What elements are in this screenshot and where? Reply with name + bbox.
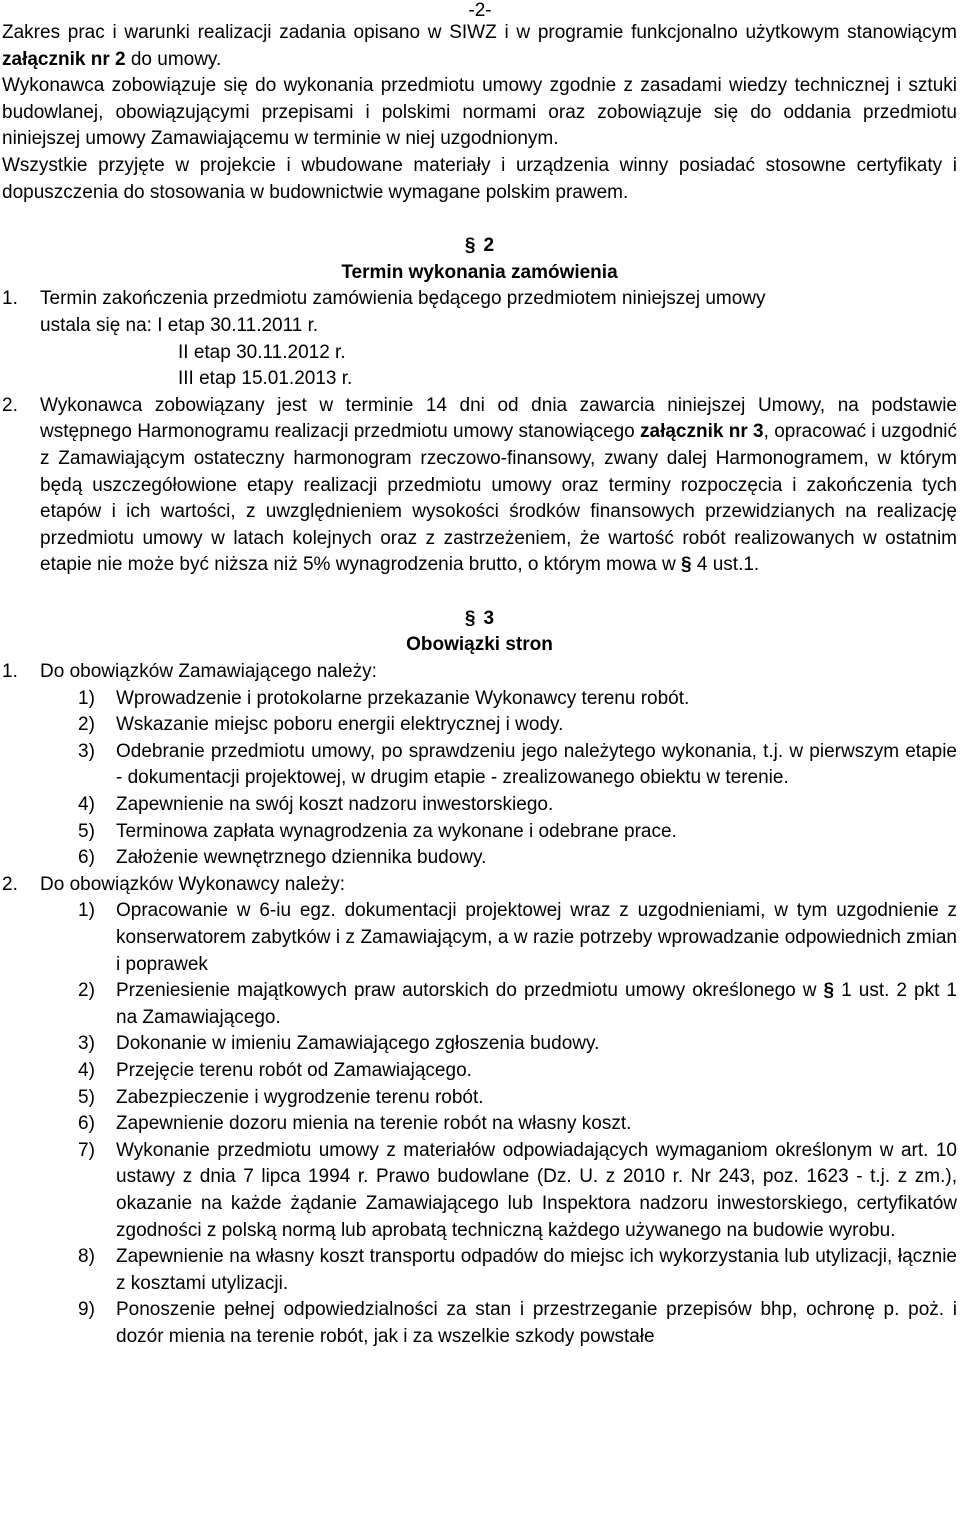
section-symbol: § — [823, 980, 835, 1002]
list-item-text: Wprowadzenie i protokolarne przekazanie Wykonawcy terenu robót. — [116, 687, 690, 709]
section-2-item-1 — [2, 286, 957, 313]
list-item — [2, 1138, 957, 1244]
section-3-part-1 — [2, 659, 957, 686]
item2-text-a: Wykonawca zobowiązany jest w terminie 14 dni od dnia zawarcia niniejszej Umowy, na podstawie wstępnego Harmonogramu realizacji przedmiotu umowy stanowiącego — [40, 394, 957, 443]
section-3-part-2 — [2, 872, 957, 899]
list-item-number: 6) — [78, 1113, 95, 1135]
part-1-list — [2, 686, 957, 872]
intro-paragraph-2: Wykonawca zobowiązuje się do wykonania przedmiotu umowy zgodnie z zasadami wiedzy technicznej i sztuki budowlanej, obowiązującymi przepisami i polskimi normami oraz zobowiązuje się do oddania przedmiotu niniejszej umowy Zamawiającemu w terminie w niej uzgodnionym. — [2, 75, 957, 150]
intro-paragraph-3: Wszystkie przyjęte w projekcie i wbudowane materiały i urządzenia winny posiadać stosowne certyfikaty i dopuszczenia do stosowania w budownictwie wymagane polskim prawem. — [2, 154, 957, 203]
page-number: -2- — [468, 0, 492, 21]
list-item — [2, 1058, 957, 1085]
item-text: Do obowiązków Zamawiającego należy: — [40, 661, 377, 683]
list-item-text: Wykonanie przedmiotu umowy z materiałów odpowiadających wymaganiom określonym w art. 10 ustawy z dnia 7 lipca 1994 r. Prawo budowlane (Dz. U. z 2010 r. Nr 243, poz. 1623 - t.j. z zm.), okazanie na każde żądanie Zamawiającego lub Inspektora nadzoru inwestorskiego, certyfikatów zgodności z polską normą lub aprobatą techniczną każdego używanego na budowie wyrobu. — [116, 1139, 957, 1241]
list-item-text: Opracowanie w 6-iu egz. dokumentacji projektowej wraz z uzgodnieniami, w tym uzgodnienie z konserwatorem zabytków i z Zamawiającym, a w razie potrzeby wprowadzanie odpowiednich zmian i poprawek — [116, 900, 957, 975]
list-item-text: Przejęcie terenu robót od Zamawiającego. — [116, 1059, 472, 1081]
item-text: Termin zakończenia przedmiotu zamówienia będącego przedmiotem niniejszej umowy — [40, 288, 766, 310]
section-symbol: § — [681, 554, 692, 576]
item-number: 2. — [2, 394, 18, 416]
etap-row-2: II etap 30.11.2012 r. — [178, 341, 346, 363]
item2-bold: załącznik nr 3 — [640, 421, 764, 443]
list-item — [2, 1111, 957, 1138]
list-item-text: Zapewnienie na własny koszt transportu odpadów do miejsc ich wykorzystania lub utylizacji, łącznie z kosztami utylizacji. — [116, 1246, 957, 1294]
list-item-number: 3) — [78, 740, 95, 762]
item-text — [40, 393, 957, 579]
section-2-item-2 — [2, 393, 957, 579]
list-item-number: 2) — [78, 980, 95, 1002]
list-item — [2, 845, 957, 872]
list-item — [2, 1297, 957, 1350]
list-item-text: Wskazanie miejsc poboru energii elektrycznej i wody. — [116, 714, 564, 736]
section-symbol: § — [464, 607, 476, 629]
spacer — [2, 206, 957, 233]
list-item-number: 6) — [78, 847, 95, 869]
item-number: 2. — [2, 873, 18, 895]
section-2-num: 2 — [483, 235, 495, 257]
list-item-text: Zapewnienie dozoru mienia na terenie robót na własny koszt. — [116, 1113, 632, 1135]
section-symbol: § — [464, 235, 476, 257]
list-item-number: 1) — [78, 900, 95, 922]
list-item-text: Zabezpieczenie i wygrodzenie terenu robót. — [116, 1086, 484, 1108]
list-item — [2, 1244, 957, 1297]
list-item-text: Terminowa zapłata wynagrodzenia za wykonane i odebrane prace. — [116, 820, 677, 842]
item-number: 1. — [2, 661, 18, 683]
list-item-text: Dokonanie w imieniu Zamawiającego zgłoszenia budowy. — [116, 1033, 600, 1055]
list-item-number: 7) — [78, 1139, 95, 1161]
list-item-number: 2) — [78, 714, 95, 736]
intro-p1-bold: załącznik nr 2 — [2, 48, 126, 70]
section-2-number — [2, 233, 957, 260]
item-number: 1. — [2, 288, 18, 310]
etap-1: I etap 30.11.2011 r. — [157, 314, 319, 336]
list-item-text — [116, 978, 957, 1031]
spacer — [2, 579, 957, 606]
list-item-text: Zapewnienie na swój koszt nadzoru inwestorskiego. — [116, 794, 554, 816]
section-3-number — [2, 606, 957, 633]
list-item-number: 4) — [78, 1059, 95, 1081]
list-item-text-a: Przeniesienie majątkowych praw autorskich do przedmiotu umowy określonego w — [116, 980, 824, 1002]
list-item — [2, 978, 957, 1031]
list-item-number: 4) — [78, 794, 95, 816]
item2-text-c: 4 ust.1. — [691, 554, 760, 576]
list-item — [2, 1031, 957, 1058]
section-2-title: Termin wykonania zamówienia — [341, 261, 618, 283]
list-item-text-b: 1 ust. 2 pkt 1 na Zamawiającego. — [116, 980, 957, 1028]
intro-paragraph-1 — [2, 20, 957, 73]
part-2-list — [2, 898, 957, 1350]
list-item — [2, 686, 957, 713]
list-item-number: 1) — [78, 687, 95, 709]
list-item — [2, 1085, 957, 1112]
intro-p1-text-a: Zakres prac i warunki realizacji zadania opisano w SIWZ i w programie funkcjonalno użytkowym stanowiącym — [2, 22, 957, 43]
item-text: Do obowiązków Wykonawcy należy: — [40, 873, 346, 895]
list-item-number: 8) — [78, 1246, 95, 1268]
list-item — [2, 898, 957, 978]
list-item-text: Ponoszenie pełnej odpowiedzialności za stan i przestrzeganie przepisów bhp, ochronę p. poż. i dozór mienia na terenie robót, jak i za wszelkie szkody powstałe — [116, 1299, 957, 1347]
etap-lead: ustala się na: — [40, 314, 158, 336]
list-item-number: 5) — [78, 1086, 95, 1108]
section-3-num: 3 — [483, 607, 495, 629]
section-3-title: Obowiązki stron — [406, 634, 553, 656]
list-item-text: Założenie wewnętrznego dziennika budowy. — [116, 847, 487, 869]
list-item-text: Odebranie przedmiotu umowy, po sprawdzeniu jego należytego wykonania, t.j. w pierwszym etapie - dokumentacji projektowej, w drugim etapie - zrealizowanego obiektu w terenie. — [116, 740, 957, 789]
list-item — [2, 739, 957, 792]
list-item-number: 3) — [78, 1033, 95, 1055]
list-item-number: 9) — [78, 1299, 95, 1321]
list-item — [2, 792, 957, 819]
list-item — [2, 712, 957, 739]
intro-p1-text-b: do umowy. — [125, 48, 222, 70]
document-body — [2, 20, 957, 1351]
list-item — [2, 819, 957, 846]
etap-row-1 — [2, 313, 957, 340]
etap-row-3: III etap 15.01.2013 r. — [178, 368, 353, 390]
item2-text-b: , opracować i uzgodnić z Zamawiającym ostateczny harmonogram rzeczowo-finansowy, zwany dalej Harmonogramem, w którym będą uszczegółowione etapy realizacji przedmiotu umowy oraz terminy rozpoczęcia i zakończenia tych etapów i ich wartości, z uwzględnieniem wysokości środków finansowych przewidzianych na realizację przedmiotu umowy w latach kolejnych oraz z zastrzeżeniem, że wartość robót realizowanych w ostatnim etapie nie może być niższa niż 5% wynagrodzenia brutto, o którym mowa w — [40, 421, 957, 576]
list-item-number: 5) — [78, 820, 95, 842]
